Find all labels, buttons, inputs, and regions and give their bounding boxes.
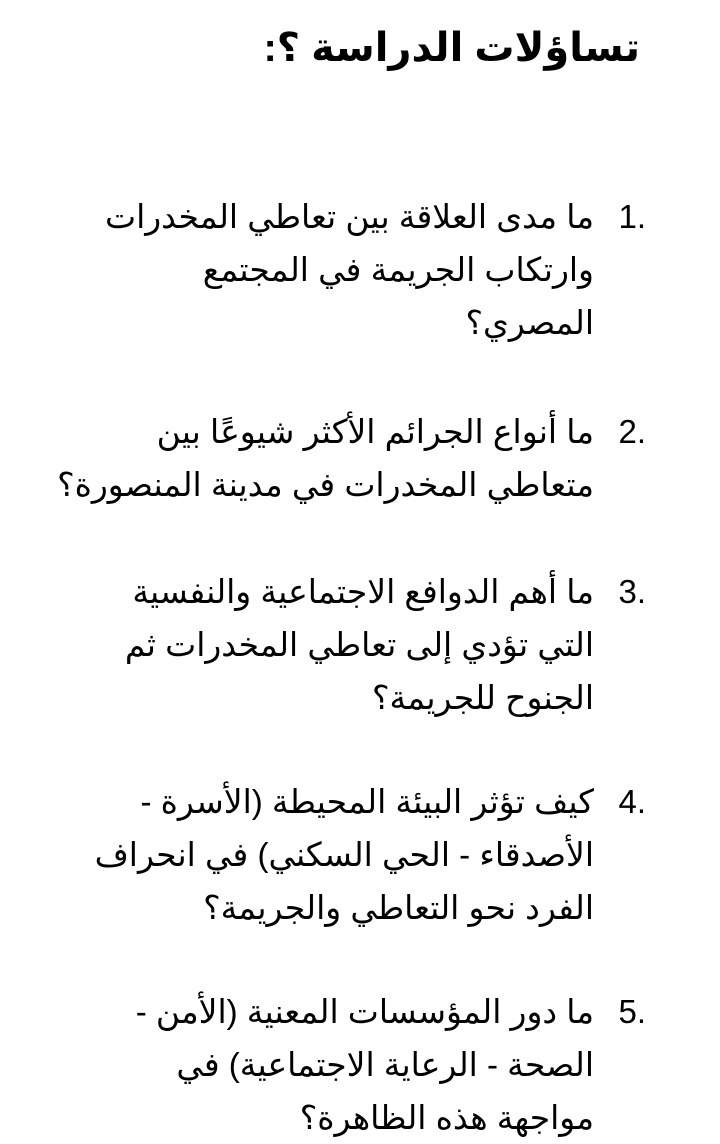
- question-line: الأصدقاء - الحي السكني) في انحراف: [94, 836, 594, 873]
- question-number: 1.: [618, 198, 646, 235]
- page-title: تساؤلات الدراسة ؟:: [263, 26, 640, 70]
- question-number: 2.: [618, 413, 646, 450]
- question-item-4: [0, 775, 720, 934]
- question-number: 4.: [618, 783, 646, 820]
- question-line: ما مدى العلاقة بين تعاطي المخدرات: [105, 198, 594, 235]
- question-line: ما دور المؤسسات المعنية (الأمن -: [135, 993, 594, 1030]
- question-item-5: [0, 985, 720, 1144]
- question-number: 3.: [618, 573, 646, 610]
- question-text: [0, 985, 594, 1144]
- question-line: ما أهم الدوافع الاجتماعية والنفسية: [132, 573, 594, 610]
- question-text: [0, 405, 594, 511]
- question-line: ما أنواع الجرائم الأكثر شيوعًا بين: [156, 413, 594, 450]
- question-text: [0, 565, 594, 724]
- question-item-1: [0, 190, 720, 349]
- question-number: 5.: [618, 993, 646, 1030]
- question-text: [0, 190, 594, 349]
- question-line: المصري؟: [465, 304, 594, 341]
- question-text: [0, 775, 594, 934]
- question-line: الفرد نحو التعاطي والجريمة؟: [203, 889, 594, 926]
- question-line: وارتكاب الجريمة في المجتمع: [202, 251, 594, 288]
- question-line: التي تؤدي إلى تعاطي المخدرات ثم: [124, 626, 594, 663]
- question-line: متعاطي المخدرات في مدينة المنصورة؟: [57, 466, 594, 503]
- question-line: مواجهة هذه الظاهرة؟: [299, 1099, 594, 1136]
- question-item-3: [0, 565, 720, 724]
- question-line: الصحة - الرعاية الاجتماعية) في: [176, 1046, 594, 1083]
- question-line: الجنوح للجريمة؟: [372, 679, 594, 716]
- question-item-2: [0, 405, 720, 511]
- question-line: كيف تؤثر البيئة المحيطة (الأسرة -: [140, 783, 594, 820]
